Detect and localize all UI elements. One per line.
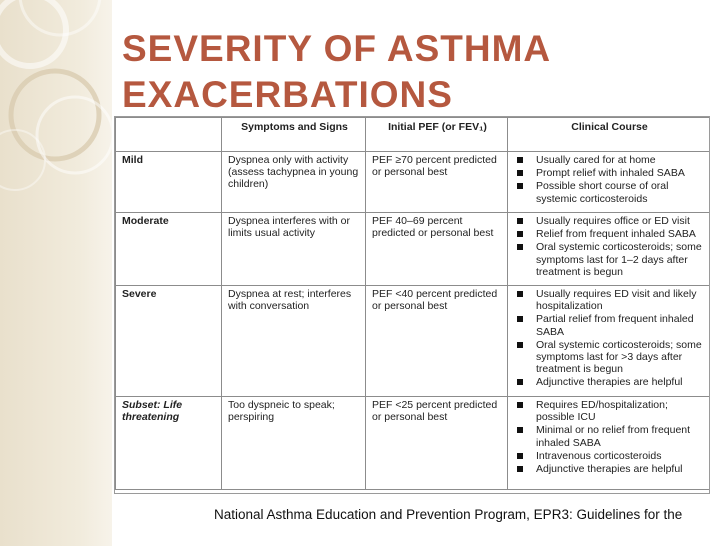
clinical-course-cell bbox=[508, 213, 710, 286]
symptoms-cell: Too dyspneic to speak; perspiring bbox=[222, 397, 366, 490]
clinical-course-item: Requires ED/hospitalization; possible ICU bbox=[514, 399, 705, 423]
clinical-course-list bbox=[514, 399, 705, 475]
header-symptoms: Symptoms and Signs bbox=[222, 118, 366, 152]
table-row-life-threatening bbox=[116, 397, 710, 490]
slide-title bbox=[122, 26, 551, 118]
title-line-2: EXACERBATIONS bbox=[122, 74, 453, 115]
pef-cell: PEF <25 percent predicted or personal best bbox=[366, 397, 508, 490]
clinical-course-list bbox=[514, 288, 705, 389]
clinical-course-item: Oral systemic corticosteroids; some symptoms last for 1–2 days after treatment is begun bbox=[514, 241, 705, 278]
clinical-course-list bbox=[514, 215, 705, 278]
clinical-course-cell bbox=[508, 152, 710, 213]
clinical-course-item: Usually cared for at home bbox=[514, 154, 705, 166]
symptoms-cell: Dyspnea only with activity (assess tachypnea in young children) bbox=[222, 152, 366, 213]
severity-table bbox=[115, 117, 710, 490]
clinical-course-item: Partial relief from frequent inhaled SABA bbox=[514, 313, 705, 337]
header-clinical-course: Clinical Course bbox=[508, 118, 710, 152]
clinical-course-item: Adjunctive therapies are helpful bbox=[514, 376, 705, 388]
table-row-mild bbox=[116, 152, 710, 213]
pef-cell: PEF 40–69 percent predicted or personal best bbox=[366, 213, 508, 286]
severity-cell: Moderate bbox=[116, 213, 222, 286]
symptoms-cell: Dyspnea interferes with or limits usual activity bbox=[222, 213, 366, 286]
clinical-course-cell bbox=[508, 286, 710, 397]
clinical-course-item: Intravenous corticosteroids bbox=[514, 450, 705, 462]
table-row-severe bbox=[116, 286, 710, 397]
clinical-course-item: Usually requires ED visit and likely hospitalization bbox=[514, 288, 705, 312]
severity-table-figure bbox=[114, 116, 710, 494]
severity-cell: Severe bbox=[116, 286, 222, 397]
symptoms-cell: Dyspnea at rest; interferes with conversation bbox=[222, 286, 366, 397]
table-header-row bbox=[116, 118, 710, 152]
header-pef: Initial PEF (or FEV₁) bbox=[366, 118, 508, 152]
title-line-1: SEVERITY OF ASTHMA bbox=[122, 28, 552, 69]
severity-cell: Subset: Life threatening bbox=[116, 397, 222, 490]
clinical-course-cell bbox=[508, 397, 710, 490]
clinical-course-item: Oral systemic corticosteroids; some symptoms last for >3 days after treatment is begun bbox=[514, 339, 705, 376]
pef-cell: PEF ≥70 percent predicted or personal best bbox=[366, 152, 508, 213]
clinical-course-list bbox=[514, 154, 705, 205]
header-severity bbox=[116, 118, 222, 152]
clinical-course-item: Relief from frequent inhaled SABA bbox=[514, 228, 705, 240]
clinical-course-item: Minimal or no relief from frequent inhaled SABA bbox=[514, 424, 705, 448]
clinical-course-item: Adjunctive therapies are helpful bbox=[514, 463, 705, 475]
clinical-course-item: Usually requires office or ED visit bbox=[514, 215, 705, 227]
pef-cell: PEF <40 percent predicted or personal best bbox=[366, 286, 508, 397]
clinical-course-item: Prompt relief with inhaled SABA bbox=[514, 167, 705, 179]
table-row-moderate bbox=[116, 213, 710, 286]
citation-footer: National Asthma Education and Prevention Program, EPR3: Guidelines for the bbox=[214, 507, 683, 522]
severity-cell: Mild bbox=[116, 152, 222, 213]
clinical-course-item: Possible short course of oral systemic corticosteroids bbox=[514, 180, 705, 204]
